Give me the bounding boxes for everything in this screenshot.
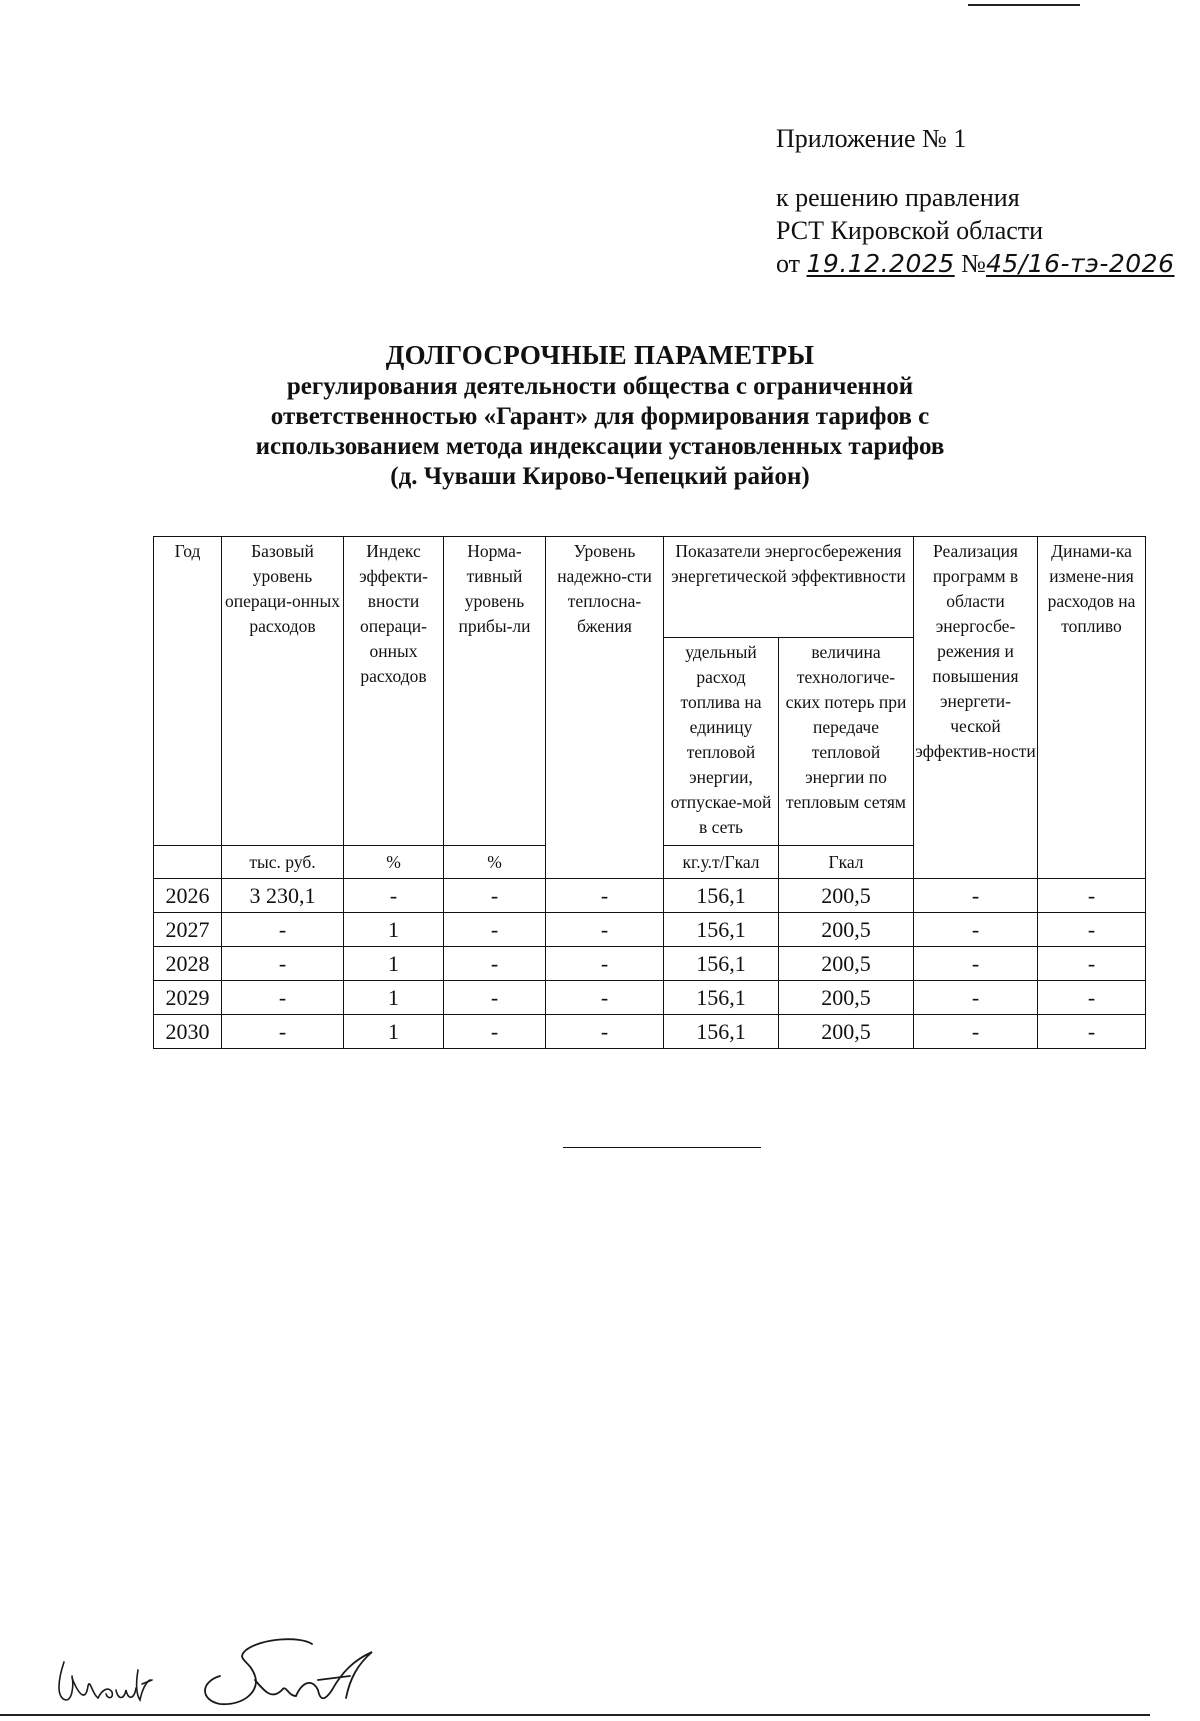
header-year: Год <box>154 537 222 846</box>
cell-efficiency-index: 1 <box>344 1015 444 1049</box>
long-term-parameters-table <box>153 536 1146 1049</box>
cell-profit-level: - <box>444 1015 546 1049</box>
cell-reliability: - <box>546 913 664 947</box>
appendix-authority-line: РСТ Кировской области <box>776 216 1044 245</box>
cell-base-level: - <box>222 1015 344 1049</box>
header-fuel-consumption: удельный расход топлива на единицу тепловой энергии, отпускае-мой в сеть <box>664 638 779 846</box>
cell-base-level: 3 230,1 <box>222 879 344 913</box>
unit-profit-level: % <box>444 846 546 879</box>
cell-year: 2029 <box>154 981 222 1015</box>
cell-year: 2026 <box>154 879 222 913</box>
signatures <box>50 1620 390 1712</box>
header-reliability: Уровень надежно-сти теплосна-бжения <box>546 537 664 879</box>
appendix-block <box>776 122 1174 280</box>
appendix-date-line <box>776 247 1174 280</box>
cell-heat-losses: 200,5 <box>779 981 914 1015</box>
cell-efficiency-index: - <box>344 879 444 913</box>
cell-reliability: - <box>546 879 664 913</box>
main-signature <box>205 1639 372 1704</box>
cell-reliability: - <box>546 947 664 981</box>
header-efficiency-index: Индекс эффекти-вности операци-онных расходов <box>344 537 444 846</box>
date-prefix: от <box>776 249 801 278</box>
cell-profit-level: - <box>444 913 546 947</box>
cell-profit-level: - <box>444 879 546 913</box>
cell-programs: - <box>914 879 1038 913</box>
cell-heat-losses: 200,5 <box>779 1015 914 1049</box>
cell-efficiency-index: 1 <box>344 913 444 947</box>
header-programs: Реализация программ в области энергосбе-режения и повышения энергети-ческой эффектив-ности <box>914 537 1038 879</box>
header-base-level: Базовый уровень операци-онных расходов <box>222 537 344 846</box>
decision-date: 19.12.2025 <box>806 249 955 278</box>
cell-profit-level: - <box>444 981 546 1015</box>
table-body <box>154 879 1146 1049</box>
end-separator-line <box>563 1147 761 1148</box>
heading-line-1: регулирования деятельности общества с ограниченной <box>286 373 914 400</box>
heading-line-4: (д. Чуваши Кирово-Чепецкий район) <box>390 463 810 490</box>
appendix-title: Приложение № 1 <box>776 124 967 153</box>
cell-base-level: - <box>222 981 344 1015</box>
initials-signature <box>59 1662 152 1700</box>
decision-number: 45/16-тэ-2026 <box>985 249 1175 278</box>
table-row <box>154 947 1146 981</box>
cell-programs: - <box>914 947 1038 981</box>
cell-programs: - <box>914 913 1038 947</box>
bottom-edge-line <box>0 1714 1150 1716</box>
appendix-decision-line: к решению правления <box>776 183 1020 212</box>
table-row <box>154 879 1146 913</box>
cell-fuel-consumption: 156,1 <box>664 947 779 981</box>
table-row <box>154 981 1146 1015</box>
cell-fuel-dynamics: - <box>1038 913 1146 947</box>
cell-heat-losses: 200,5 <box>779 913 914 947</box>
cell-heat-losses: 200,5 <box>779 947 914 981</box>
unit-efficiency-index: % <box>344 846 444 879</box>
table-row <box>154 1015 1146 1049</box>
header-heat-losses: величина технологиче-ских потерь при передаче тепловой энергии по тепловым сетям <box>779 638 914 846</box>
unit-base-level: тыс. руб. <box>222 846 344 879</box>
cell-efficiency-index: 1 <box>344 981 444 1015</box>
cell-programs: - <box>914 1015 1038 1049</box>
cell-fuel-dynamics: - <box>1038 981 1146 1015</box>
cell-base-level: - <box>222 913 344 947</box>
header-energy-saving: Показатели энергосбережения энергетической эффективности <box>664 537 914 638</box>
cell-fuel-consumption: 156,1 <box>664 913 779 947</box>
heading-title: ДОЛГОСРОЧНЫЕ ПАРАМЕТРЫ <box>385 340 815 370</box>
number-prefix: № <box>961 249 986 278</box>
header-fuel-dynamics: Динами-ка измене-ния расходов на топливо <box>1038 537 1146 879</box>
cell-fuel-dynamics: - <box>1038 879 1146 913</box>
cell-reliability: - <box>546 1015 664 1049</box>
cell-reliability: - <box>546 981 664 1015</box>
cell-year: 2030 <box>154 1015 222 1049</box>
document-heading <box>150 338 1050 492</box>
heading-line-3: использованием метода индексации установленных тарифов <box>255 433 945 460</box>
unit-fuel-consumption: кг.у.т/Гкал <box>664 846 779 879</box>
header-profit-level: Норма-тивный уровень прибы-ли <box>444 537 546 846</box>
cell-fuel-consumption: 156,1 <box>664 1015 779 1049</box>
cell-year: 2028 <box>154 947 222 981</box>
cell-fuel-consumption: 156,1 <box>664 879 779 913</box>
handwritten-signatures <box>50 1620 390 1712</box>
table-row <box>154 913 1146 947</box>
cell-fuel-consumption: 156,1 <box>664 981 779 1015</box>
cell-fuel-dynamics: - <box>1038 1015 1146 1049</box>
unit-heat-losses: Гкал <box>779 846 914 879</box>
cell-year: 2027 <box>154 913 222 947</box>
cell-heat-losses: 200,5 <box>779 879 914 913</box>
heading-line-2: ответственностью «Гарант» для формирования тарифов с <box>270 403 930 430</box>
cell-base-level: - <box>222 947 344 981</box>
cell-fuel-dynamics: - <box>1038 947 1146 981</box>
cell-profit-level: - <box>444 947 546 981</box>
unit-year-empty <box>154 846 222 879</box>
cell-efficiency-index: 1 <box>344 947 444 981</box>
top-edge-mark <box>968 0 1080 6</box>
cell-programs: - <box>914 981 1038 1015</box>
